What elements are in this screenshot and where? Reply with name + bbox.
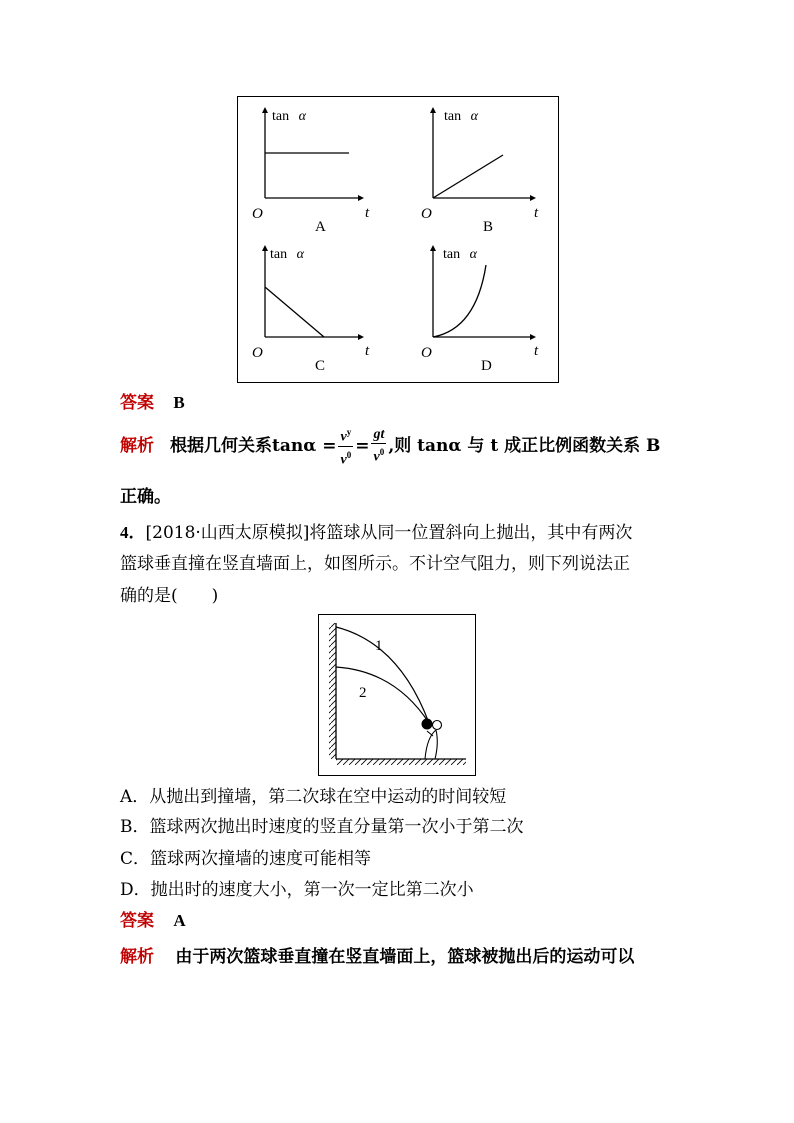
panel-d-curve <box>433 265 486 337</box>
q3-answer <box>120 392 185 414</box>
panel-c-curve <box>265 287 324 337</box>
frac1-den: v <box>340 452 347 468</box>
panel-b-y-label: tan α <box>444 109 478 124</box>
ground <box>336 759 466 765</box>
panel-b <box>421 109 539 235</box>
q3-analysis-suffix: ,则 tanα 与 t 成正比例函数关系 B <box>388 436 661 456</box>
graph-figure <box>237 96 559 383</box>
q3-answer-value: B <box>173 393 185 412</box>
panel-c-letter: C <box>315 358 326 374</box>
graph-figure-svg <box>238 97 558 382</box>
panel-c-x-label: t <box>365 343 370 359</box>
panel-d-letter: D <box>481 358 492 374</box>
frac2-den: v <box>373 449 380 465</box>
panel-a-letter: A <box>315 219 326 235</box>
q3-fraction-gt-v0 <box>371 427 386 466</box>
wall <box>329 623 336 759</box>
panel-b-x-label: t <box>534 205 539 221</box>
frac2-den-sup: 0 <box>379 446 385 457</box>
trajectory-2-label: 2 <box>359 685 367 701</box>
panel-a <box>252 109 370 235</box>
panel-a-y-label: tan α <box>272 109 306 124</box>
q4-option-d: D．抛出时的速度大小，第一次一定比第二次小 <box>120 880 474 900</box>
panel-a-origin: O <box>252 206 263 222</box>
panel-d-x-label: t <box>534 343 539 359</box>
panel-c <box>252 247 370 374</box>
q3-analysis <box>120 426 661 468</box>
q4-answer-value: A <box>173 911 186 930</box>
q4-analysis-text: 由于两次篮球垂直撞在竖直墙面上，篮球被抛出后的运动可以 <box>175 947 635 967</box>
q4-stem-line3: 确的是( ) <box>120 586 219 606</box>
q4-figure-svg <box>319 615 475 775</box>
q4-figure <box>318 614 476 776</box>
q4-analysis-label: 解析 <box>120 947 154 967</box>
q4-analysis <box>120 946 634 968</box>
q4-option-a: A．从抛出到撞墙，第二次球在空中运动的时间较短 <box>120 787 507 807</box>
q3-fraction-vy-v0 <box>338 424 353 468</box>
panel-d <box>421 247 539 374</box>
trajectory-1-label: 1 <box>375 638 383 654</box>
trajectory-1 <box>336 627 429 723</box>
panel-b-letter: B <box>483 219 494 235</box>
q4-stem-line1 <box>120 522 632 544</box>
frac1-num-sup: y <box>346 426 352 437</box>
q4-stem-line2: 篮球垂直撞在竖直墙面上，如图所示。不计空气阻力，则下列说法正 <box>120 554 630 574</box>
basketball <box>422 719 433 730</box>
panel-b-origin: O <box>421 206 432 222</box>
frac1-num: v <box>340 429 347 445</box>
trajectory-2 <box>336 667 429 723</box>
q3-analysis-label: 解析 <box>120 436 154 456</box>
q3-answer-label: 答案 <box>120 393 154 413</box>
panel-b-curve <box>433 155 503 198</box>
q4-option-c: C．篮球两次撞墙的速度可能相等 <box>120 849 372 869</box>
q4-stem-text1: [2018·山西太原模拟]将篮球从同一位置斜向上抛出，其中有两次 <box>145 523 633 543</box>
q4-answer-label: 答案 <box>120 911 154 931</box>
panel-a-x-label: t <box>365 205 370 221</box>
panel-d-y-label: tan α <box>443 247 477 262</box>
frac2-num: gt <box>373 426 385 442</box>
q3-equals: = <box>355 436 370 456</box>
q3-analysis-line2: 正确。 <box>120 487 171 507</box>
q4-answer <box>120 910 186 932</box>
panel-c-y-label: tan α <box>270 247 304 262</box>
q4-number: 4． <box>120 523 146 542</box>
q4-option-b: B．篮球两次抛出时速度的竖直分量第一次小于第二次 <box>120 817 524 837</box>
q3-analysis-prefix: 根据几何关系tanα = <box>170 436 337 456</box>
panel-c-origin: O <box>252 345 263 361</box>
panel-d-origin: O <box>421 345 432 361</box>
frac1-den-sup: 0 <box>346 449 352 460</box>
